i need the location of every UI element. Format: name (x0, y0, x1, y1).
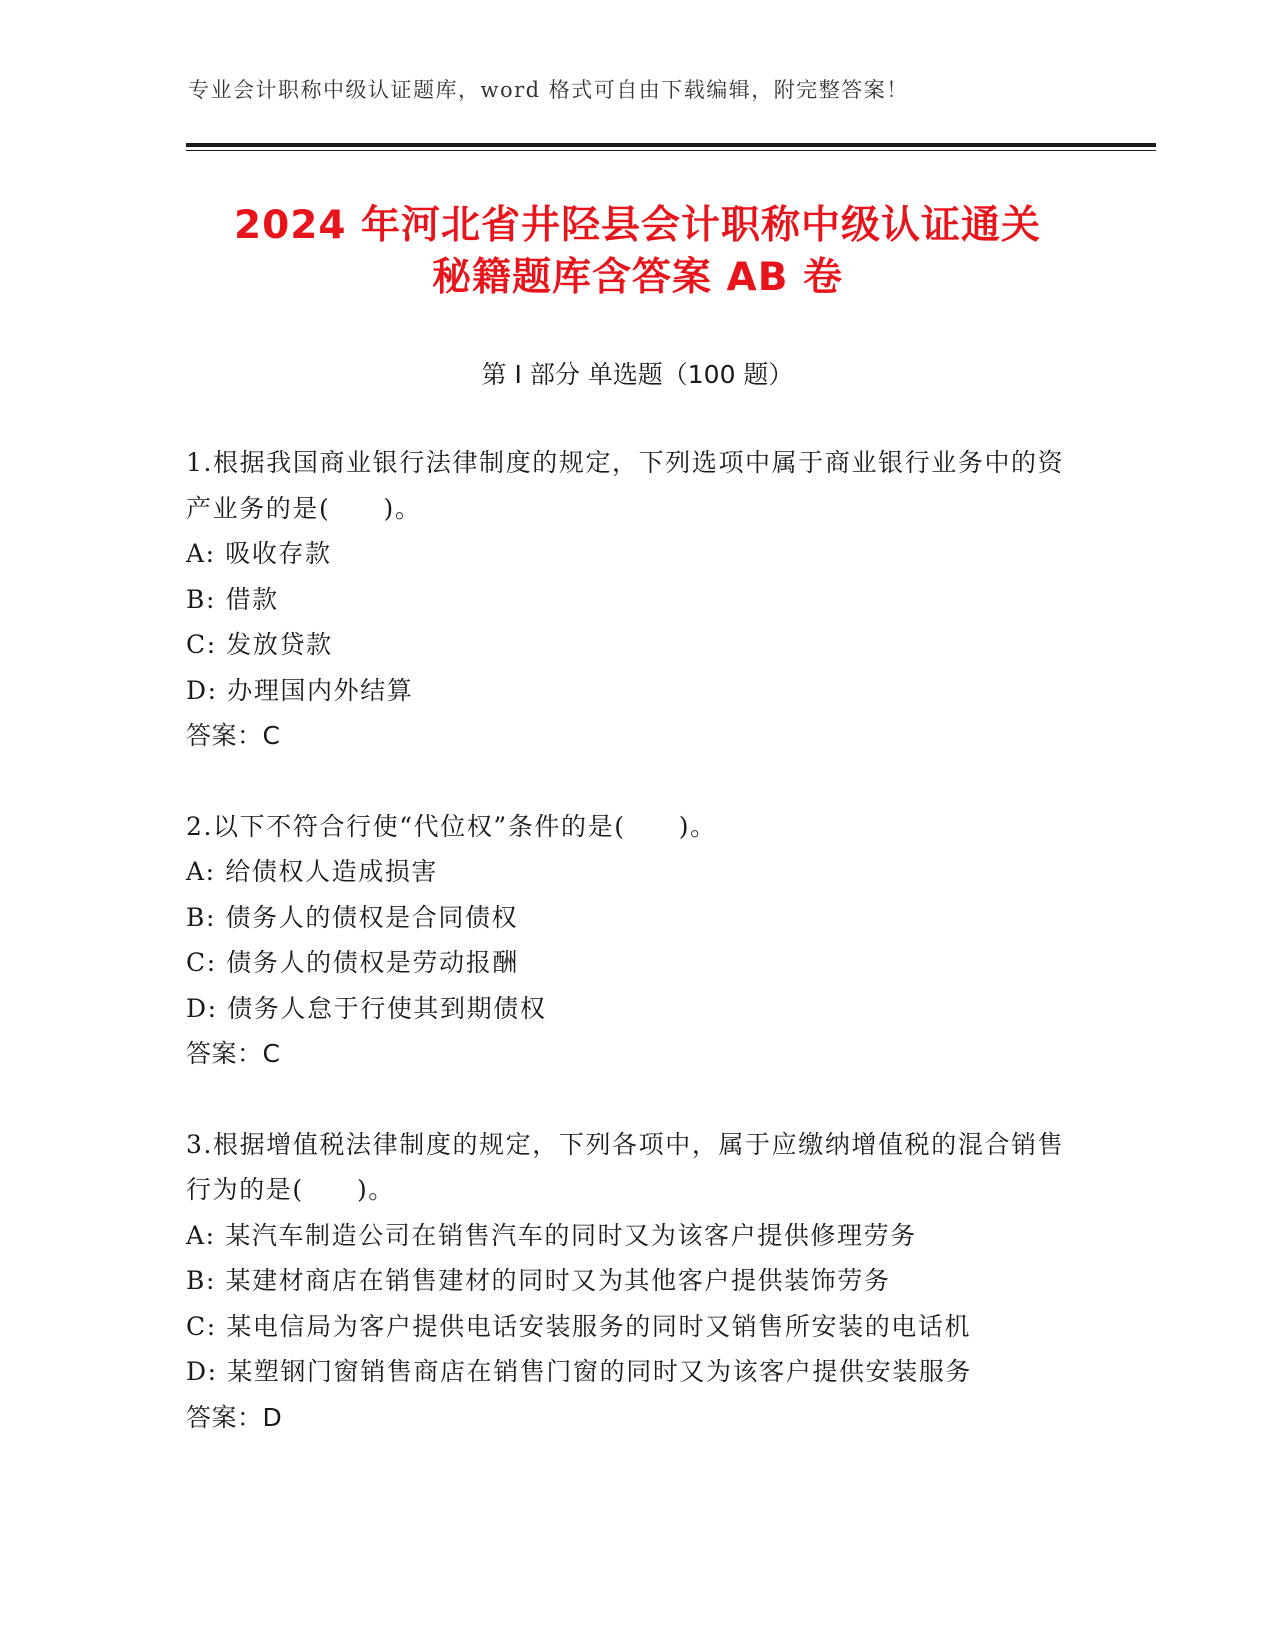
answer: 答案：C (186, 1039, 281, 1068)
option-b: B: 借款 (186, 584, 279, 614)
section-heading: 第 I 部分 单选题（100 题） (481, 360, 794, 389)
option-c: C: 某电信局为客户提供电话安装服务的同时又销售所安装的电话机 (186, 1311, 972, 1341)
header-rule-thick (186, 143, 1156, 147)
question-stem: 3.根据增值税法律制度的规定，下列各项中，属于应缴纳增值税的混合销售行为的是( )。 (186, 1129, 1065, 1204)
question-stem: 2.以下不符合行使“代位权”条件的是( )。 (186, 811, 717, 841)
option-b: B: 某建材商店在销售建材的同时又为其他客户提供装饰劳务 (186, 1266, 891, 1295)
question-2 (186, 804, 1066, 1077)
answer: 答案：D (186, 1402, 283, 1432)
header-rule-thin (186, 150, 1156, 151)
option-c: C: 债务人的债权是劳动报酬 (186, 948, 519, 977)
question-3 (186, 1122, 1066, 1441)
option-c: C: 发放贷款 (186, 630, 333, 659)
option-d: D: 某塑钢门窗销售商店在销售门窗的同时又为该客户提供安装服务 (186, 1357, 973, 1386)
question-stem: 1.根据我国商业银行法律制度的规定，下列选项中属于商业银行业务中的资产业务的是( )。 (186, 448, 1065, 523)
header-note: 专业会计职称中级认证题库，word 格式可自由下载编辑，附完整答案！ (188, 78, 909, 102)
option-a: A: 吸收存款 (186, 539, 332, 568)
option-d: D: 债务人怠于行使其到期债权 (186, 993, 547, 1023)
answer: 答案：C (186, 721, 281, 750)
question-list (186, 440, 1066, 1485)
title-line-1: 2024 年河北省井陉县会计职称中级认证通关 (233, 203, 1042, 248)
document-title (140, 200, 1135, 304)
title-line-2: 秘籍题库含答案 AB 卷 (431, 255, 844, 300)
option-d: D: 办理国内外结算 (186, 675, 414, 705)
option-a: A: 某汽车制造公司在销售汽车的同时又为该客户提供修理劳务 (186, 1220, 917, 1250)
option-b: B: 债务人的债权是合同债权 (186, 902, 519, 932)
option-a: A: 给债权人造成损害 (186, 857, 439, 886)
question-1 (186, 440, 1066, 759)
